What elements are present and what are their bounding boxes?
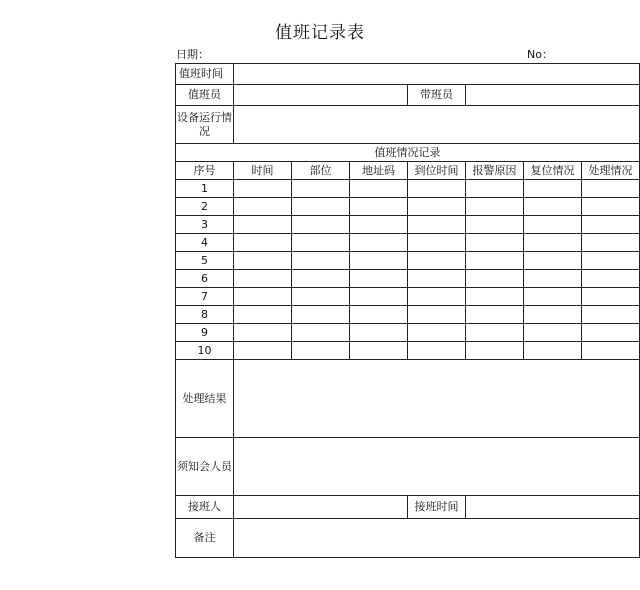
receiver-label: 接班人 bbox=[176, 496, 234, 519]
table-cell[interactable] bbox=[408, 198, 466, 216]
table-cell[interactable] bbox=[292, 252, 350, 270]
table-row bbox=[176, 180, 640, 198]
table-cell[interactable] bbox=[292, 216, 350, 234]
row-number: 7 bbox=[176, 288, 234, 306]
remark-row bbox=[176, 519, 640, 558]
table-cell[interactable] bbox=[408, 288, 466, 306]
column-header: 复位情况 bbox=[524, 162, 582, 180]
table-cell[interactable] bbox=[582, 234, 640, 252]
table-cell[interactable] bbox=[466, 288, 524, 306]
table-cell[interactable] bbox=[466, 252, 524, 270]
table-cell[interactable] bbox=[292, 324, 350, 342]
table-cell[interactable] bbox=[408, 270, 466, 288]
duty-person-field[interactable] bbox=[234, 85, 408, 106]
table-cell[interactable] bbox=[234, 324, 292, 342]
table-cell[interactable] bbox=[524, 234, 582, 252]
receiver-field[interactable] bbox=[234, 496, 408, 519]
result-field[interactable] bbox=[234, 360, 640, 438]
table-cell[interactable] bbox=[350, 216, 408, 234]
table-cell[interactable] bbox=[524, 288, 582, 306]
table-cell[interactable] bbox=[350, 180, 408, 198]
table-cell[interactable] bbox=[466, 270, 524, 288]
table-cell[interactable] bbox=[292, 270, 350, 288]
table-cell[interactable] bbox=[350, 288, 408, 306]
remark-field[interactable] bbox=[234, 519, 640, 558]
duty-person-label: 值班员 bbox=[176, 85, 234, 106]
table-cell[interactable] bbox=[350, 324, 408, 342]
date-label: 日期： bbox=[176, 48, 209, 61]
row-number: 9 bbox=[176, 324, 234, 342]
table-cell[interactable] bbox=[234, 198, 292, 216]
table-cell[interactable] bbox=[466, 324, 524, 342]
leader-label: 带班员 bbox=[408, 85, 466, 106]
table-cell[interactable] bbox=[350, 342, 408, 360]
table-row bbox=[176, 342, 640, 360]
table-cell[interactable] bbox=[524, 216, 582, 234]
table-cell[interactable] bbox=[524, 198, 582, 216]
table-cell[interactable] bbox=[582, 198, 640, 216]
table-cell[interactable] bbox=[234, 216, 292, 234]
table-cell[interactable] bbox=[582, 216, 640, 234]
table-cell[interactable] bbox=[234, 252, 292, 270]
column-header: 部位 bbox=[292, 162, 350, 180]
table-cell[interactable] bbox=[234, 234, 292, 252]
row-number: 10 bbox=[176, 342, 234, 360]
table-cell[interactable] bbox=[524, 270, 582, 288]
table-cell[interactable] bbox=[466, 342, 524, 360]
table-cell[interactable] bbox=[582, 252, 640, 270]
row-number: 8 bbox=[176, 306, 234, 324]
table-cell[interactable] bbox=[292, 342, 350, 360]
row-number: 4 bbox=[176, 234, 234, 252]
table-row bbox=[176, 270, 640, 288]
row-number: 6 bbox=[176, 270, 234, 288]
table-cell[interactable] bbox=[292, 234, 350, 252]
duty-time-row bbox=[176, 64, 640, 85]
table-cell[interactable] bbox=[350, 234, 408, 252]
duty-time-field[interactable] bbox=[234, 64, 640, 85]
handover-time-field[interactable] bbox=[466, 496, 640, 519]
device-status-field[interactable] bbox=[234, 106, 640, 144]
table-cell[interactable] bbox=[292, 288, 350, 306]
column-header: 报警原因 bbox=[466, 162, 524, 180]
table-row bbox=[176, 216, 640, 234]
column-header: 地址码 bbox=[350, 162, 408, 180]
column-header: 序号 bbox=[176, 162, 234, 180]
column-header: 到位时间 bbox=[408, 162, 466, 180]
notify-field[interactable] bbox=[234, 438, 640, 496]
table-cell[interactable] bbox=[350, 198, 408, 216]
table-cell[interactable] bbox=[524, 252, 582, 270]
row-number: 3 bbox=[176, 216, 234, 234]
notify-row bbox=[176, 438, 640, 496]
remark-label: 备注 bbox=[176, 519, 234, 558]
table-cell[interactable] bbox=[408, 252, 466, 270]
table-cell[interactable] bbox=[466, 306, 524, 324]
table-cell[interactable] bbox=[582, 180, 640, 198]
table-cell[interactable] bbox=[234, 180, 292, 198]
table-cell[interactable] bbox=[408, 324, 466, 342]
table-cell[interactable] bbox=[350, 252, 408, 270]
row-number: 2 bbox=[176, 198, 234, 216]
table-cell[interactable] bbox=[350, 270, 408, 288]
table-cell[interactable] bbox=[524, 180, 582, 198]
table-row bbox=[176, 288, 640, 306]
table-cell[interactable] bbox=[408, 180, 466, 198]
table-row bbox=[176, 324, 640, 342]
section-title: 值班情况记录 bbox=[176, 144, 640, 162]
table-cell[interactable] bbox=[582, 342, 640, 360]
table-cell[interactable] bbox=[582, 288, 640, 306]
duty-time-label: 值班时间 bbox=[176, 64, 234, 85]
table-cell[interactable] bbox=[408, 342, 466, 360]
table-cell[interactable] bbox=[466, 198, 524, 216]
table-cell[interactable] bbox=[292, 198, 350, 216]
result-row bbox=[176, 360, 640, 438]
table-row bbox=[176, 306, 640, 324]
number-label: No： bbox=[527, 48, 553, 61]
table-cell[interactable] bbox=[466, 180, 524, 198]
row-number: 1 bbox=[176, 180, 234, 198]
form-title: 值班记录表 bbox=[275, 23, 365, 43]
table-cell[interactable] bbox=[466, 216, 524, 234]
table-cell[interactable] bbox=[466, 234, 524, 252]
table-cell[interactable] bbox=[234, 342, 292, 360]
section-title-row bbox=[176, 144, 640, 162]
table-cell[interactable] bbox=[524, 342, 582, 360]
table-cell[interactable] bbox=[234, 288, 292, 306]
device-status-label: 设备运行情况 bbox=[176, 106, 234, 144]
duty-person-row bbox=[176, 85, 640, 106]
table-cell[interactable] bbox=[408, 234, 466, 252]
table-cell[interactable] bbox=[524, 306, 582, 324]
table-cell[interactable] bbox=[582, 270, 640, 288]
notify-label: 须知会人员 bbox=[176, 438, 234, 496]
row-number: 5 bbox=[176, 252, 234, 270]
column-header: 时间 bbox=[234, 162, 292, 180]
device-status-row bbox=[176, 106, 640, 144]
table-cell[interactable] bbox=[408, 216, 466, 234]
table-cell[interactable] bbox=[292, 180, 350, 198]
table-cell[interactable] bbox=[292, 306, 350, 324]
table-row bbox=[176, 198, 640, 216]
result-label: 处理结果 bbox=[176, 360, 234, 438]
table-cell[interactable] bbox=[234, 306, 292, 324]
table-cell[interactable] bbox=[582, 306, 640, 324]
table-cell[interactable] bbox=[350, 306, 408, 324]
leader-field[interactable] bbox=[466, 85, 640, 106]
handover-row bbox=[176, 496, 640, 519]
table-row bbox=[176, 234, 640, 252]
handover-time-label: 接班时间 bbox=[408, 496, 466, 519]
table-cell[interactable] bbox=[524, 324, 582, 342]
table-row bbox=[176, 252, 640, 270]
column-header-row bbox=[176, 162, 640, 180]
column-header: 处理情况 bbox=[582, 162, 640, 180]
table-cell[interactable] bbox=[408, 306, 466, 324]
duty-record-table bbox=[175, 63, 640, 558]
table-cell[interactable] bbox=[234, 270, 292, 288]
table-cell[interactable] bbox=[582, 324, 640, 342]
